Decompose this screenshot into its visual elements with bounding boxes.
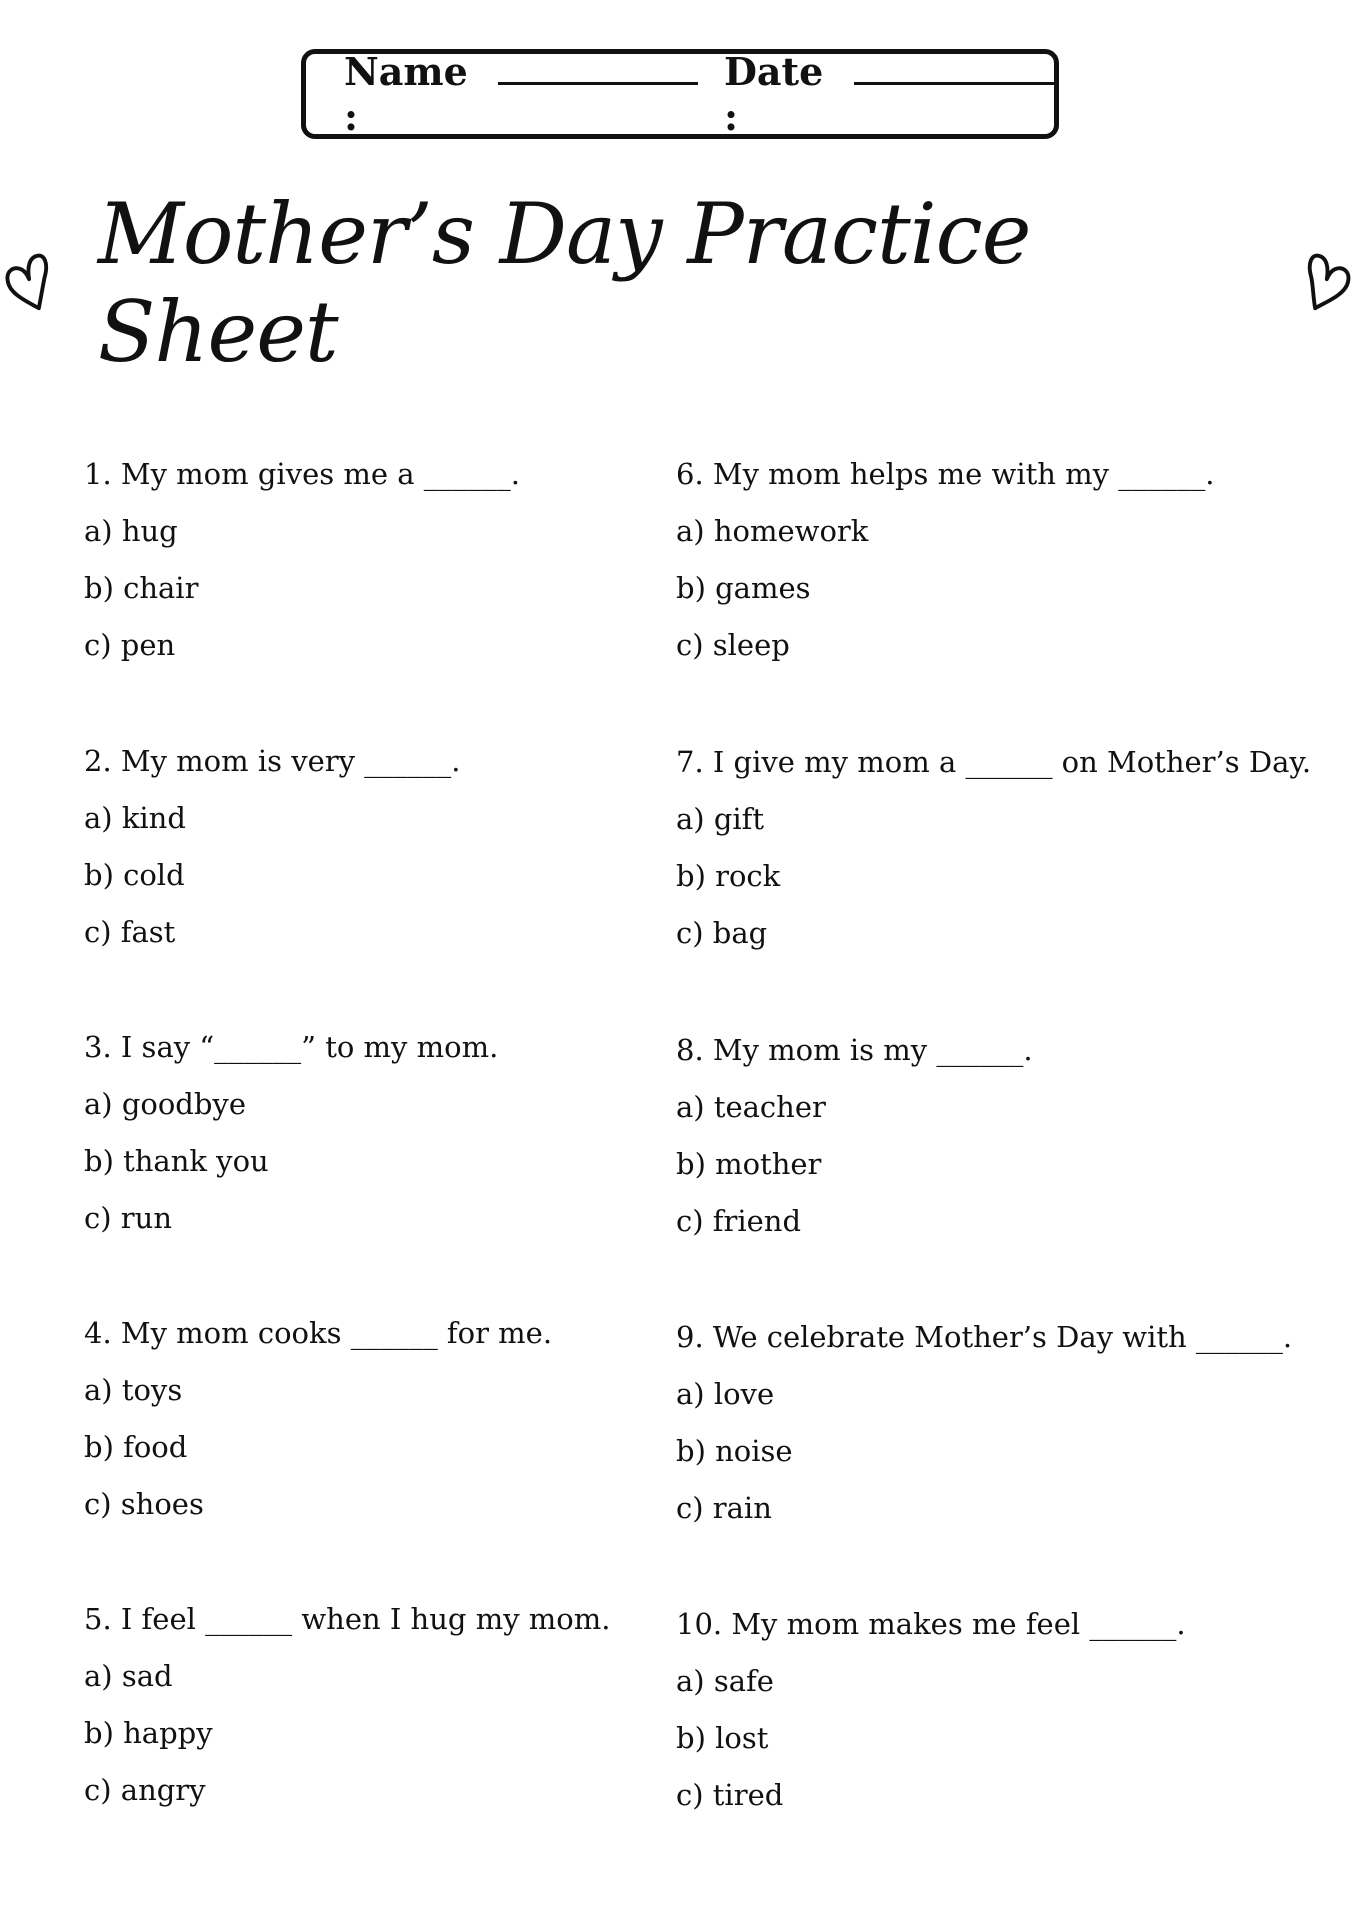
question-10 (676, 1596, 1186, 1824)
answer-option[interactable]: c) rain (676, 1491, 772, 1525)
answer-option[interactable]: b) food (84, 1430, 188, 1464)
question-stem: 2. My mom is very ______. (84, 744, 461, 778)
answer-option[interactable]: b) mother (676, 1147, 822, 1181)
answer-option[interactable]: c) friend (676, 1204, 802, 1238)
date-field[interactable] (724, 49, 1054, 139)
answer-option[interactable]: b) lost (676, 1721, 769, 1755)
answer-option[interactable]: b) thank you (84, 1144, 269, 1178)
heart-outline-icon (1288, 247, 1358, 319)
answer-option[interactable]: a) safe (676, 1664, 774, 1698)
question-4 (84, 1305, 552, 1533)
answer-option[interactable]: c) tired (676, 1778, 784, 1812)
question-stem: 3. I say “______” to my mom. (84, 1030, 499, 1064)
answer-option[interactable]: c) angry (84, 1773, 206, 1807)
page-title (0, 185, 1358, 381)
answer-option[interactable]: b) noise (676, 1434, 793, 1468)
answer-option[interactable]: c) run (84, 1201, 172, 1235)
question-6 (676, 446, 1214, 674)
question-9 (676, 1309, 1292, 1537)
answer-option[interactable]: a) hug (84, 514, 178, 548)
answer-option[interactable]: a) sad (84, 1659, 173, 1693)
name-date-box (301, 49, 1059, 139)
question-1 (84, 446, 520, 674)
answer-option[interactable]: c) fast (84, 915, 176, 949)
answer-option[interactable]: a) teacher (676, 1090, 826, 1124)
question-stem: 4. My mom cooks ______ for me. (84, 1316, 553, 1350)
answer-option[interactable]: a) toys (84, 1373, 183, 1407)
answer-option[interactable]: c) sleep (676, 628, 790, 662)
question-stem: 8. My mom is my ______. (676, 1033, 1033, 1067)
answer-option[interactable]: a) gift (676, 802, 765, 836)
question-stem: 9. We celebrate Mother’s Day with ______. (676, 1320, 1293, 1354)
name-label: Name : (344, 49, 468, 139)
answer-option[interactable]: c) pen (84, 628, 176, 662)
question-8 (676, 1022, 1033, 1250)
question-stem: 5. I feel ______ when I hug my mom. (84, 1602, 611, 1636)
answer-option[interactable]: b) chair (84, 571, 199, 605)
heart-outline-icon (0, 247, 70, 319)
question-stem: 7. I give my mom a ______ on Mother’s Day. (676, 745, 1312, 779)
answer-option[interactable]: c) shoes (84, 1487, 204, 1521)
answer-option[interactable]: a) love (676, 1377, 775, 1411)
question-stem: 1. My mom gives me a ______. (84, 457, 520, 491)
answer-option[interactable]: a) goodbye (84, 1087, 246, 1121)
answer-option[interactable]: c) bag (676, 916, 768, 950)
question-5 (84, 1591, 610, 1819)
question-2 (84, 733, 460, 961)
title-text: Mother’s Day Practice Sheet (97, 185, 1031, 381)
date-blank-line[interactable] (854, 72, 1054, 85)
name-field[interactable] (344, 49, 698, 139)
question-7 (676, 734, 1311, 962)
answer-option[interactable]: a) homework (676, 514, 869, 548)
answer-option[interactable]: b) cold (84, 858, 185, 892)
question-stem: 10. My mom makes me feel ______. (676, 1607, 1186, 1641)
answer-option[interactable]: b) games (676, 571, 811, 605)
date-label: Date : (723, 49, 824, 139)
answer-option[interactable]: b) rock (676, 859, 781, 893)
answer-option[interactable]: b) happy (84, 1716, 213, 1750)
question-3 (84, 1019, 498, 1247)
question-stem: 6. My mom helps me with my ______. (676, 457, 1215, 491)
name-blank-line[interactable] (498, 72, 698, 85)
answer-option[interactable]: a) kind (84, 801, 186, 835)
